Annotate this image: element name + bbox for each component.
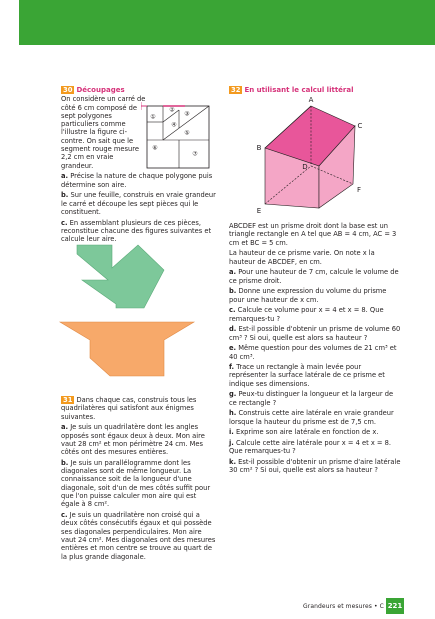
ex32-title: En utilisant le calcul littéral (244, 86, 354, 94)
piece-4-label: ④ (171, 121, 177, 129)
ex32-qk: k. Est-il possible d'obtenir un prisme d'aire latérale 30 cm² ? Si oui, quelle est alors sa hauteur ? (229, 458, 401, 475)
ex32-qa: a. Pour une hauteur de 7 cm, calcule le volume de ce prisme droit. (229, 268, 399, 285)
ex32-qd: d. Est-il possible d'obtenir un prisme de volume 60 cm³ ? Si oui, quelle est alors sa hauteur ? (229, 325, 401, 342)
ex30-qa: a. Précise la nature de chaque polygone puis détermine son aire. (61, 172, 213, 189)
ex31-intro: Dans chaque cas, construis tous les quadrilatères qui satisfont aux énigmes suivantes. (61, 396, 197, 421)
page-number: 221 (386, 598, 404, 614)
ex30-qb: b. Sur une feuille, construis en vraie grandeur le carré et découpe les sept pièces qui le constituent. (61, 191, 216, 216)
vertex-c: C (357, 122, 363, 130)
vertex-d: D (302, 163, 308, 171)
ex32-number: 32 (231, 86, 241, 94)
ex30-title: Découpages (76, 86, 125, 94)
piece-7-label: ⑦ (192, 150, 198, 158)
ex31-block (61, 396, 216, 563)
ex30-qc: c. En assemblant plusieurs de ces pièces, reconstitue chacune des figures suivantes et calcule leur aire. (61, 218, 212, 244)
ex31-qb: b. Je suis un parallélogramme dont les diagonales sont de même longueur. La connaissance soit de la longueur d'une diagonale, soit d'un de mes côtés suffit pour que l'on puisse calculer mon aire qui est égale à 8 cm². (61, 458, 211, 509)
ex32-height-text: La hauteur de ce prisme varie. On note x la hauteur de ABCDEF, en cm. (229, 249, 375, 266)
ex32-qj: j. Calcule cette aire latérale pour x = 4 et x = 8. Que remarques-tu ? (229, 439, 392, 456)
top-banner (19, 0, 435, 45)
ex30-block (61, 86, 147, 170)
vertex-f: F (356, 186, 362, 194)
ex32-qf: f. Trace un rectangle à main levée pour représenter la surface latérale de ce prisme et indique ses dimensions. (229, 363, 385, 388)
green-shape-figure (72, 240, 172, 312)
vertex-e: E (256, 207, 262, 215)
piece-2-label: ② (169, 106, 175, 114)
ex32-qg: g. Peux-tu distinguer la longueur et la largeur de ce rectangle ? (229, 390, 394, 407)
piece-6-label: ⑥ (152, 144, 158, 152)
ex32-qh: h. Construis cette aire latérale en vraie grandeur lorsque la hauteur du prisme est de 7,5 cm. (229, 409, 394, 426)
ex31-qa: a. Je suis un quadrilatère dont les angles opposés sont égaux deux à deux. Mon aire vaut 28 cm² et mon périmètre 24 cm. Mes côtés ont des mesures entières. (61, 423, 205, 457)
ex32-qc: c. Calcule ce volume pour x = 4 et x = 8. Que remarques-tu ? (229, 306, 384, 323)
ex31-qc: c. Je suis un quadrilatère non croisé qui a deux côtés consécutifs égaux et qui possède ses diagonales perpendiculaires. Mon aire vaut 24 cm². Mes diagonales ont des mesures entières et mon centre se trouve au quart de la plus grande diagonale. (61, 511, 216, 561)
vertex-b: B (256, 144, 262, 152)
ex31-number: 31 (63, 396, 73, 404)
ex32-intro: ABCDEF est un prisme droit dont la base est un triangle rectangle en A tel que AB = 4 cm, AC = 3 cm et BC = 5 cm. (229, 222, 397, 247)
ex32-qb: b. Donne une expression du volume du prisme pour une hauteur de x cm. (229, 287, 387, 304)
ex32-qi: i. Exprime son aire latérale en fonction de x. (229, 428, 379, 437)
footer-chapter-label: Grandeurs et mesures • C (303, 603, 384, 610)
tangram-square-figure (141, 100, 213, 172)
piece-3-label: ③ (184, 110, 190, 118)
vertex-a: A (308, 96, 314, 104)
piece-1-label: ① (150, 113, 156, 121)
ex30-number: 30 (63, 86, 73, 94)
ex30-intro: On considère un carré de côté 6 cm composé de sept polygones particuliers comme l'illustre la figure ci-contre. On sait que le segment rouge mesure 2,2 cm en vraie grandeur. (61, 95, 146, 170)
prism-figure (235, 94, 365, 218)
piece-5-label: ⑤ (184, 129, 190, 137)
orange-shape-figure (58, 318, 198, 382)
ex32-qe: e. Même question pour des volumes de 21 cm³ et 40 cm³. (229, 344, 397, 361)
right-column (229, 222, 401, 477)
